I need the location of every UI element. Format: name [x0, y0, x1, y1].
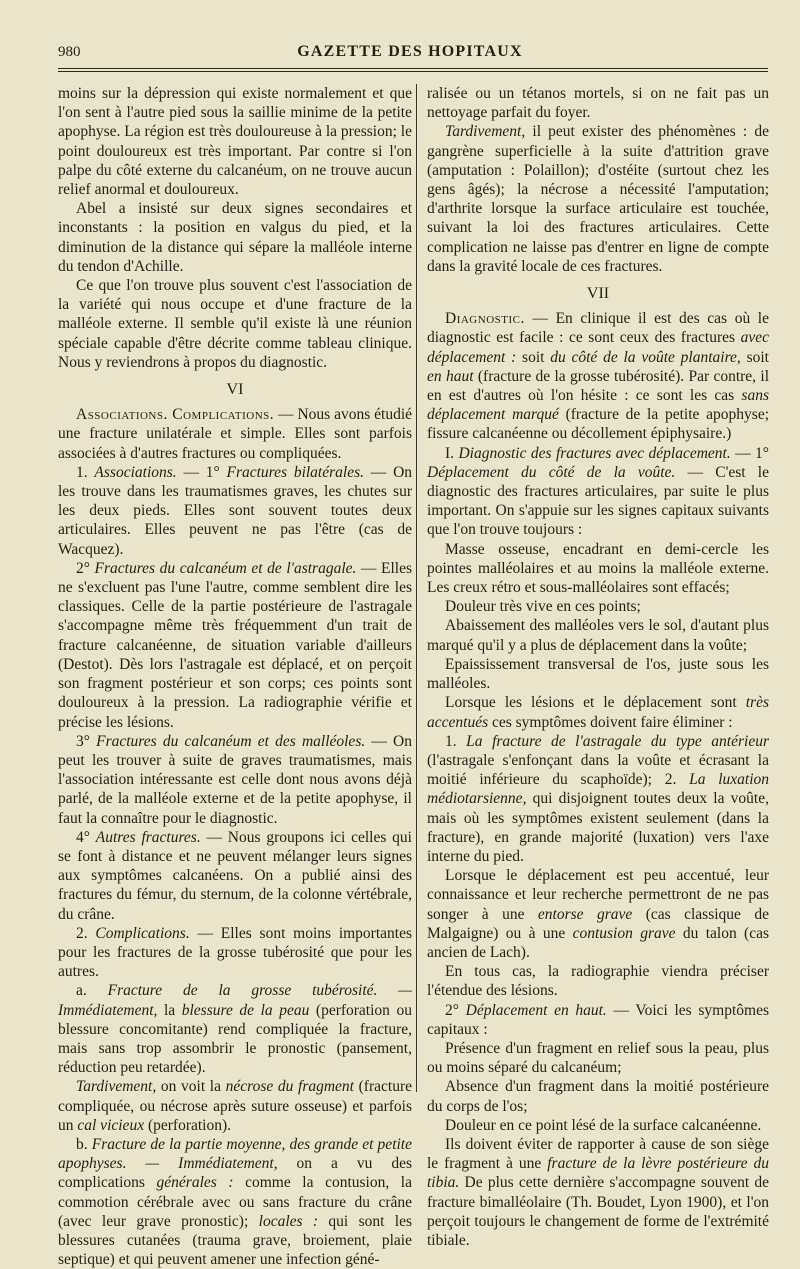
paragraph: moins sur la dépression qui existe normalement et que l'on sent à l'autre pied sous la saillie minime de la petite apophyse. La région est très douloureuse à la pression; le point douloureux est très important. Par contre si l'on palpe du côté externe du calcanéum, on ne trouve aucun relief anormal et douloureux.: [58, 85, 412, 199]
paragraph: 2. Complications. — Elles sont moins importantes pour les fractures de la grosse tubérosité que pour les autres.: [58, 924, 413, 981]
paragraph: ralisée ou un tétanos mortels, si on ne fait pas un nettoyage parfait du foyer.: [427, 85, 769, 122]
paragraph: 2° Fractures du calcanéum et de l'astragale. — Elles ne s'excluent pas l'une l'autre, comme semblent dire les classiques. Celle de la partie postérieure de l'astragale s'accompagne même très fréquemment d'un trait de fracture calcanéenne, de situation variable d'ailleurs (Destot). Dès lors l'astragale est déplacé, et on perçoit son fragment postérieur et son corps; ces points sont douloureux à la pression. La radiographie vérifie et précise les lésions.: [58, 559, 413, 731]
header-rule-thin: [58, 71, 768, 72]
paragraph: Douleur en ce point lésé de la surface calcanéenne.: [445, 1116, 762, 1134]
paragraph: Lorsque les lésions et le déplacement sont très accentués ces symptômes doivent faire éliminer :: [427, 694, 769, 731]
section-heading-vi: VI: [226, 381, 244, 399]
paragraph: Ce que l'on trouve plus souvent c'est l'association de la variété qui nous occupe et d'une fracture de la malléole externe. Il semble qu'il existe là une réunion spéciale capable d'être décrite comme tableau clinique. Nous y reviendrons à propos du diagnostic.: [58, 277, 412, 371]
paragraph: Masse osseuse, encadrant en demi-cercle les pointes malléolaires et au moins la malléole externe. Les creux rétro et sous-malléolaires sont effacés;: [427, 540, 769, 597]
paragraph: b. Fracture de la partie moyenne, des grande et petite apophyses. — Immédiatement, on a vu des complications générales : comme la contusion, la commotion cérébrale avec ou sans fracture du crâne (avec leur grave pronostic); locales : qui sont les blessures cutanées (trauma grave, broiement, plaie septique) et qui peuvent amener une infection géné-: [58, 1135, 412, 1269]
page-number: 980: [58, 44, 81, 60]
column-divider: [416, 84, 417, 1092]
paragraph: Douleur très vive en ces points;: [445, 598, 641, 616]
paragraph: Epaississement transversal de l'os, juste sous les malléoles.: [427, 655, 769, 693]
paragraph: Ils doivent éviter de rapporter à cause de son siège le fragment à une fracture de la lèvre postérieure du tibia. De plus cette dernière s'accompagne souvent de fracture bimalléolaire (Th. Boudet, Lyon 1900), et l'on perçoit toujours le changement de forme de l'extrémité tibiale.: [427, 1135, 769, 1249]
paragraph: a. Fracture de la grosse tubérosité. — Immédiatement, la blessure de la peau (perforation ou blessure concomitante) rend compliquée la fracture, mais sans trop assombrir le pronostic (pansement, réduction peu retardée).: [58, 982, 412, 1077]
paragraph: Diagnostic. — En clinique il est des cas où le diagnostic est facile : ce sont ceux des fractures avec déplacement : soit du côté de la voûte plantaire, soit en haut (fracture de la grosse tubérosité). Par contre, il en est d'autres où l'on hésite : ce sont les cas sans déplacement marqué (fracture de la petite apophyse; fissure calcanéenne ou décollement épiphysaire.): [427, 310, 770, 443]
paragraph: Présence d'un fragment en relief sous la peau, plus ou moins séparé du calcanéum;: [427, 1039, 769, 1077]
paragraph: I. Diagnostic des fractures avec déplacement. — 1° Déplacement du côté de la voûte. — C'est le diagnostic des fractures articulaires, par suite le plus important. On s'appuie sur les signes capitaux suivants que l'on trouve toujours :: [427, 444, 770, 539]
header-rule: [58, 68, 768, 69]
paragraph: Associations. Complications. — Nous avons étudié une fracture unilatérale et simple. Elles sont parfois associées à d'autres fractures ou compliquées.: [58, 406, 413, 462]
paragraph: Tardivement, il peut exister des phénomènes : de gangrène superficielle à la suite d'attrition grave (amputation : Polaillon); d'ostéite (surtout chez les gens âgés); la nécrose a nécessité l'amputation; d'arthrite lorsque la surface articulaire est touchée, suivant la loi des fractures articulaires. Cette complication ne laisse pas d'entrer en ligne de compte dans la gravité locale de ces fractures.: [427, 123, 769, 275]
paragraph: 4° Autres fractures. — Nous groupons ici celles qui se font à distance et ne peuvent mélanger leurs signes aux symptômes calcanéens. On a publié ainsi des fractures du fémur, du sternum, de la colonne vértébrale, du crâne.: [58, 828, 412, 923]
paragraph: Tardivement, on voit la nécrose du fragment (fracture compliquée, ou nécrose après suture osseuse) et parfois un cal vicieux (perforation).: [58, 1078, 412, 1134]
paragraph: 1. Associations. — 1° Fractures bilatérales. — On les trouve dans les traumatismes graves, les chutes sur les deux pieds. Elles sont souvent toutes deux articulaires. Elles peuvent ne pas l'être (cas de Wacquez).: [58, 463, 413, 558]
paragraph: Abaissement des malléoles vers le sol, d'autant plus marqué qu'il y a plus de déplacement dans la voûte;: [427, 617, 769, 654]
paragraph: 1. La fracture de l'astragale du type antérieur (l'astragale s'enfonçant dans la voûte et écrasant la moitié inférieure du scaphoïde); 2. La luxation médiotarsienne, qui disjoignent toutes deux la voûte, mais où les symptômes existent seulement (dans la fracture), en grande majorité (luxation) vers l'axe interne du pied.: [427, 732, 769, 865]
paragraph: 2° Déplacement en haut. — Voici les symptômes capitaux :: [427, 1001, 769, 1038]
paragraph: 3° Fractures du calcanéum et des malléoles. — On peut les trouver à suite de graves traumatismes, mais l'association intéressante est celle dont nous avons déjà parlé, de la malléole externe et de la petite apophyse, il faut la connaître pour le diagnostic.: [58, 732, 412, 827]
paragraph: En tous cas, la radiographie viendra préciser l'étendue des lésions.: [427, 963, 769, 1000]
left-column: [58, 84, 412, 1269]
paragraph: Absence d'un fragment dans la moitié postérieure du corps de l'os;: [427, 1078, 769, 1115]
section-heading-vii: VII: [586, 285, 610, 303]
paragraph: Abel a insisté sur deux signes secondaires et inconstants : la position en valgus du pied, et la diminution de la distance qui sépare la malléole interne du tendon d'Achille.: [58, 200, 412, 275]
right-column: [427, 84, 769, 1250]
paragraph: Lorsque le déplacement est peu accentué, leur connaissance et leur recherche permettront de ne pas songer à une entorse grave (cas classique de Malgaigne) ou à une contusion grave du talon (cas ancien de Lach).: [427, 867, 769, 961]
journal-title: GAZETTE DES HOPITAUX: [297, 43, 523, 60]
